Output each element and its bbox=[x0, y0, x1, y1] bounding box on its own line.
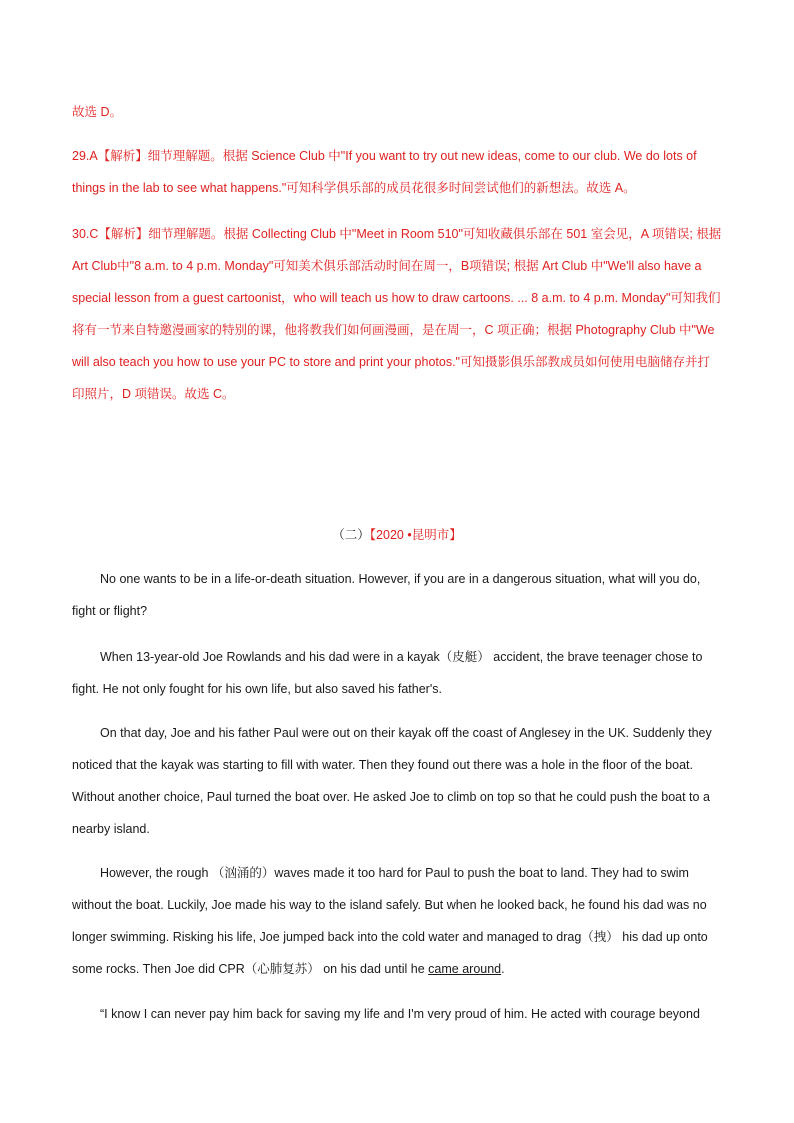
paragraph-4-end: . bbox=[501, 962, 505, 976]
passage-paragraph-2: When 13-year-old Joe Rowlands and his dad were in a kayak（皮艇） accident, the brave teenager chose to fight. He not only fought for his own life, but also saved his father's. bbox=[72, 650, 703, 696]
section-number: （二） bbox=[332, 528, 370, 542]
passage-paragraph-4 bbox=[72, 857, 722, 985]
underlined-phrase: came around bbox=[428, 962, 502, 976]
answer-line-prev: 故选 D。 bbox=[72, 105, 123, 119]
passage-paragraph-1: No one wants to be in a life-or-death situation. However, if you are in a dangerous situation, what will you do, fight or flight? bbox=[72, 572, 701, 618]
passage-paragraph-3: On that day, Joe and his father Paul were out on their kayak off the coast of Anglesey in the UK. Suddenly they noticed that the kayak was starting to fill with water. Then they found out there was a hole in the floor of the boat. Without another choice, Paul turned the boat over. He asked Joe to climb on top so that he could push the boat to a nearby island. bbox=[72, 726, 712, 836]
section-source-tag: 【2020 •昆明市】 bbox=[369, 528, 462, 542]
explanation-q30: 30.C【解析】细节理解题。根据 Collecting Club 中"Meet in Room 510"可知收藏俱乐部在 501 室会见，A 项错误; 根据 Art Club中"8 a.m. to 4 p.m. Monday"可知美术俱乐部活动时间在周一，B项错误; 根据 Art Club 中"We'll also have a special lesson from a guest cartoonist，who will teach us how to draw cartoons. ... 8 a.m. to 4 p.m. Monday"可知我们将有一节来自特邀漫画家的特别的课，他将教我们如何画漫画，是在周一，C 项正确；根据 Photography Club 中"We will also teach you how to use your PC to store and print your photos."可知摄影俱乐部教成员如何使用电脑储存并打印照片，D 项错误。故选 C。 bbox=[72, 227, 722, 401]
passage-paragraph-5: “I know I can never pay him back for saving my life and I'm very proud of him. He acted with courage beyond bbox=[100, 1007, 700, 1021]
section-heading bbox=[0, 520, 794, 550]
paragraph-4-text: However, the rough （汹涌的）waves made it too hard for Paul to push the boat to land. They had to swim without the boat. Luckily, Joe made his way to the island safely. But when he looked back, he found his dad was no longer swimming. Risking his life, Joe jumped back into the cold water and managed to drag（拽） his dad up onto some rocks. Then Joe did CPR（心肺复苏） on his dad until he bbox=[72, 866, 708, 976]
explanation-q29: 29.A【解析】细节理解题。根据 Science Club 中"If you want to try out new ideas, come to our club. We do lots of things in the lab to see what happens."可知科学俱乐部的成员花很多时间尝试他们的新想法。故选 A。 bbox=[72, 149, 697, 195]
